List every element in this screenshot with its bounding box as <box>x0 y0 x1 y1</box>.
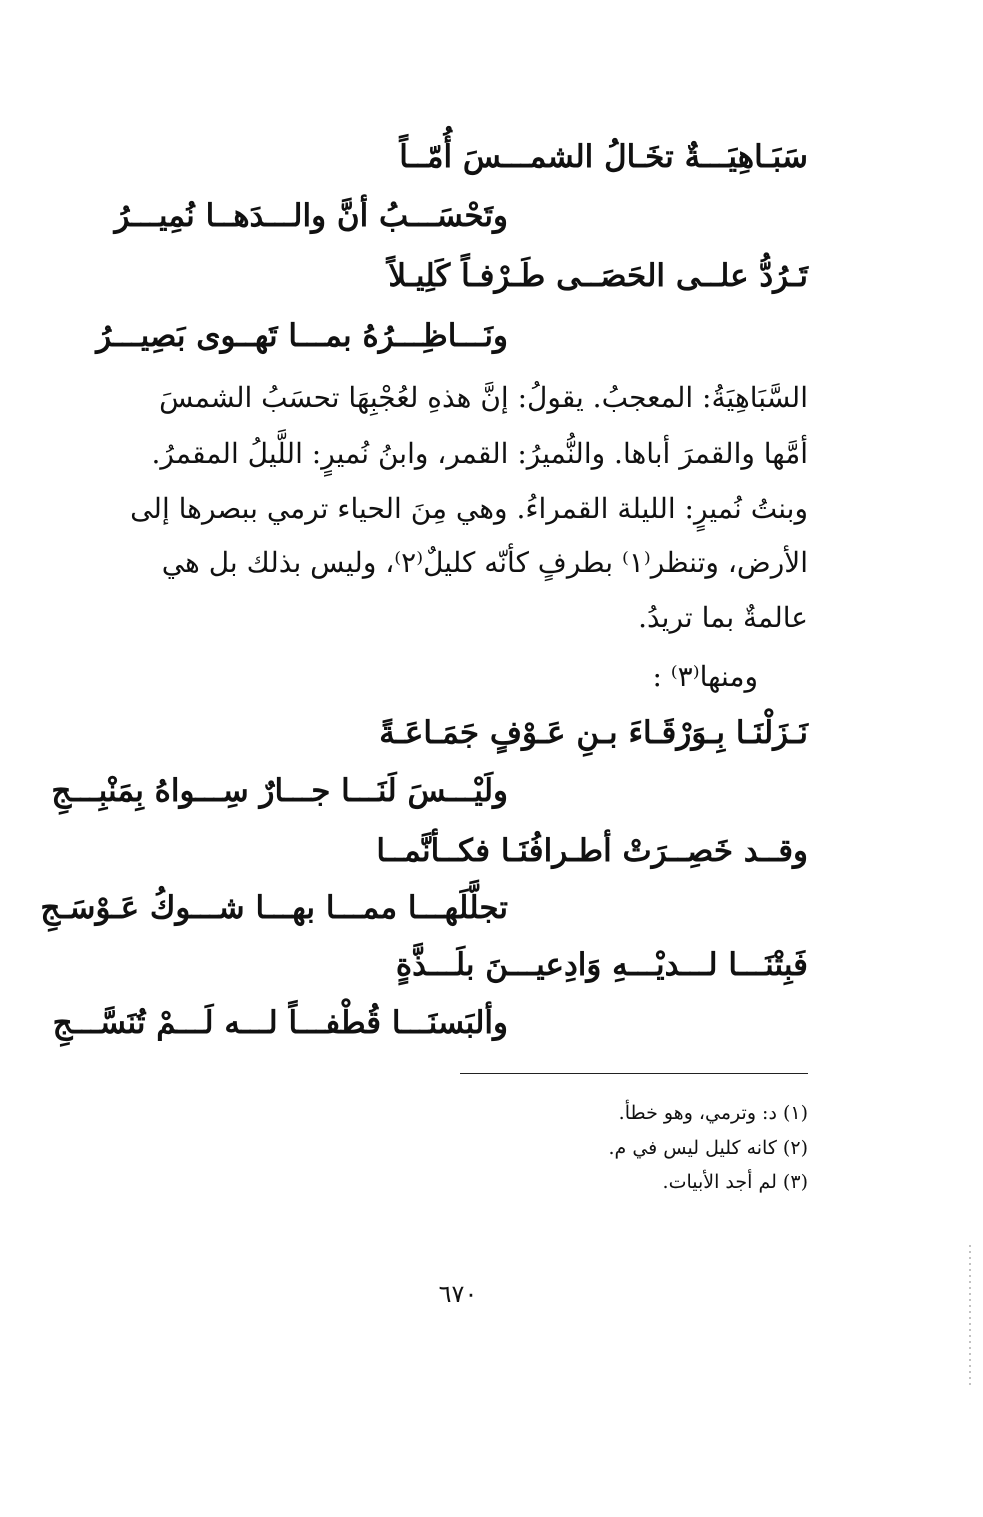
verse-2-first-hemistich: تَـرُدُّ علــى الحَصَــى طَـرْفـاً كَلِيـلاً <box>388 258 808 294</box>
scan-edge-artifact <box>969 1245 971 1385</box>
commentary-line-3: وبنتُ نُميرٍ: الليلة القمراءُ. وهي مِنَ الحياء ترمي ببصرها إلى <box>130 492 808 525</box>
verses-intro: ومنها⁽٣⁾ : <box>652 660 758 693</box>
commentary-line-5: عالمةٌ بما تريدُ. <box>638 601 808 634</box>
commentary-line-1: السَّبَاهِيَةُ: المعجبُ. يقولُ: إنَّ هذهِ لعُجْبِهَا تحسَبُ الشمسَ <box>159 381 808 414</box>
footnote-1: (١) د: وترمي، وهو خطأ. <box>618 1102 808 1124</box>
verse-2-second-hemistich: ونَـــاظِـــرُهُ بمـــا تَهــوى بَصِيـــرُ <box>96 318 508 354</box>
verse-5-first-hemistich: فَبِتْنَـــا لـــديْـــهِ وَادِعيـــنَ بلَـــذَّةٍ <box>395 947 808 983</box>
verse-4-first-hemistich: وقــد خَصِــرَتْ أطـرافُنَـا فكــأنَّمــا <box>376 833 808 869</box>
verse-3-second-hemistich: ولَيْـــسَ لَنَـــا جـــارٌ سِـــواهُ بِمَنْبِـــجِ <box>51 773 508 809</box>
page-number: ٦٧٠ <box>438 1280 478 1308</box>
verse-1-second-hemistich: وتَحْسَـــبُ أنَّ والـــدَهــا نُمِيـــرُ <box>114 198 508 234</box>
footnote-3: (٣) لم أجد الأبيات. <box>662 1171 808 1193</box>
verse-3-first-hemistich: نَـزَلْنَـا بِـوَرْقَـاءَ بـنِ عَـوْفٍ جَمَـاعَـةً <box>379 715 808 751</box>
verse-5-second-hemistich: وألبَسنَـــا قُطْفـــاً لـــه لَـــمْ تُنَسَّـــجِ <box>52 1005 508 1041</box>
commentary-line-4: الأرض، وتنظر⁽١⁾ بطرفٍ كأنّه كليلٌ⁽٢⁾، وليس بذلك بل هي <box>161 546 808 579</box>
footnote-separator <box>460 1073 808 1074</box>
verse-4-second-hemistich: تجلَّلَهـــا ممـــا بهـــا شـــوكُ عَـوْسَـجِ <box>40 890 508 926</box>
commentary-line-2: أمَّها والقمرَ أباها. والنُّميرُ: القمر، وابنُ نُميرٍ: اللَّيلُ المقمرُ. <box>151 437 808 470</box>
footnote-2: (٢) كانه كليل ليس في م. <box>608 1137 808 1159</box>
verse-1-first-hemistich: سَبَـاهِيَـــةٌ تخَـالُ الشمـــسَ أُمّــاً <box>399 139 808 175</box>
